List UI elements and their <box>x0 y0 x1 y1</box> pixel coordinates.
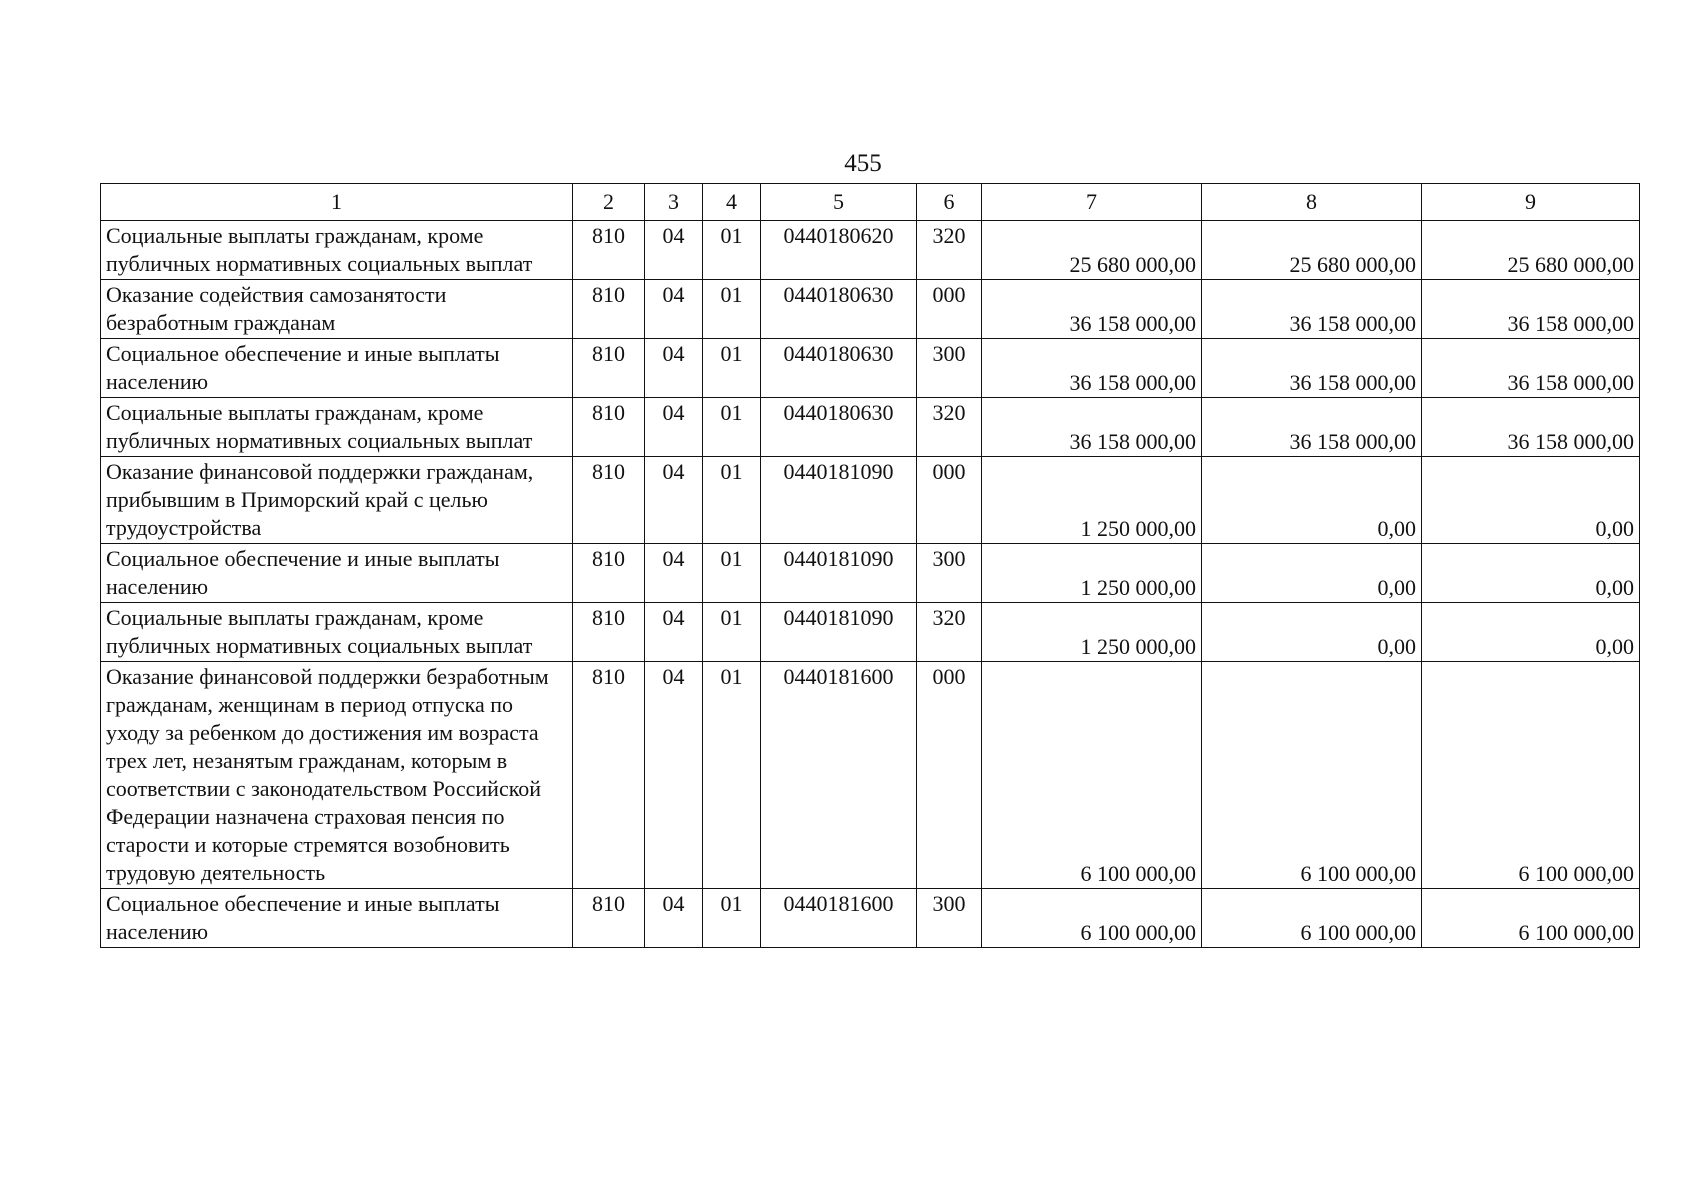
table-row <box>101 221 1640 280</box>
header-col-2: 2 <box>573 184 645 221</box>
row-amount-col-8: 25 680 000,00 <box>1202 221 1422 280</box>
row-name-cell: Социальное обеспечение и иные выплаты населению <box>101 544 573 603</box>
row-expense-type-code: 300 <box>917 339 982 398</box>
row-target-article-code: 0440181090 <box>761 544 917 603</box>
row-target-article-code: 0440181600 <box>761 889 917 948</box>
row-subsection-code: 01 <box>703 339 761 398</box>
table-row <box>101 339 1640 398</box>
row-amount-col-7: 1 250 000,00 <box>982 457 1202 544</box>
budget-table <box>100 183 1640 948</box>
row-amount-col-7: 1 250 000,00 <box>982 603 1202 662</box>
row-ministry-code: 810 <box>573 662 645 889</box>
row-name-cell: Оказание финансовой поддержки гражданам, прибывшим в Приморский край с целью трудоустройства <box>101 457 573 544</box>
row-subsection-code: 01 <box>703 544 761 603</box>
row-target-article-code: 0440180620 <box>761 221 917 280</box>
row-ministry-code: 810 <box>573 221 645 280</box>
row-expense-type-code: 000 <box>917 457 982 544</box>
page-number: 455 <box>844 150 882 177</box>
row-section-code: 04 <box>645 457 703 544</box>
table-row <box>101 457 1640 544</box>
row-ministry-code: 810 <box>573 398 645 457</box>
row-target-article-code: 0440181090 <box>761 457 917 544</box>
table-row <box>101 889 1640 948</box>
header-col-1: 1 <box>101 184 573 221</box>
row-amount-col-7: 36 158 000,00 <box>982 398 1202 457</box>
row-target-article-code: 0440181600 <box>761 662 917 889</box>
row-name-cell: Социальные выплаты гражданам, кроме публичных нормативных социальных выплат <box>101 603 573 662</box>
row-amount-col-8: 0,00 <box>1202 603 1422 662</box>
row-amount-col-9: 6 100 000,00 <box>1422 889 1640 948</box>
row-amount-col-8: 0,00 <box>1202 544 1422 603</box>
row-subsection-code: 01 <box>703 398 761 457</box>
row-amount-col-9: 25 680 000,00 <box>1422 221 1640 280</box>
row-amount-col-8: 6 100 000,00 <box>1202 662 1422 889</box>
header-col-3: 3 <box>645 184 703 221</box>
table-body <box>101 221 1640 948</box>
row-target-article-code: 0440181090 <box>761 603 917 662</box>
row-amount-col-8: 36 158 000,00 <box>1202 339 1422 398</box>
row-section-code: 04 <box>645 339 703 398</box>
header-col-9: 9 <box>1422 184 1640 221</box>
row-section-code: 04 <box>645 889 703 948</box>
row-subsection-code: 01 <box>703 221 761 280</box>
header-col-5: 5 <box>761 184 917 221</box>
row-section-code: 04 <box>645 221 703 280</box>
row-name-cell: Социальное обеспечение и иные выплаты населению <box>101 339 573 398</box>
row-expense-type-code: 000 <box>917 662 982 889</box>
row-subsection-code: 01 <box>703 603 761 662</box>
row-subsection-code: 01 <box>703 662 761 889</box>
header-col-6: 6 <box>917 184 982 221</box>
row-expense-type-code: 000 <box>917 280 982 339</box>
row-target-article-code: 0440180630 <box>761 280 917 339</box>
row-amount-col-9: 0,00 <box>1422 544 1640 603</box>
row-ministry-code: 810 <box>573 280 645 339</box>
table-row <box>101 398 1640 457</box>
row-subsection-code: 01 <box>703 280 761 339</box>
table-row <box>101 544 1640 603</box>
row-section-code: 04 <box>645 544 703 603</box>
table-header <box>101 184 1640 221</box>
row-amount-col-7: 36 158 000,00 <box>982 280 1202 339</box>
row-amount-col-9: 0,00 <box>1422 603 1640 662</box>
table-row <box>101 603 1640 662</box>
row-name-cell: Оказание финансовой поддержки безработным гражданам, женщинам в период отпуска по уходу за ребенком до достижения им возраста трех лет, незанятым гражданам, которым в соответствии с законодательством Российской Федерации назначена страховая пенсия по старости и которые стремятся возобновить трудовую деятельность <box>101 662 573 889</box>
row-amount-col-9: 36 158 000,00 <box>1422 398 1640 457</box>
header-col-8: 8 <box>1202 184 1422 221</box>
row-section-code: 04 <box>645 398 703 457</box>
row-amount-col-7: 36 158 000,00 <box>982 339 1202 398</box>
row-amount-col-9: 6 100 000,00 <box>1422 662 1640 889</box>
row-amount-col-8: 36 158 000,00 <box>1202 280 1422 339</box>
row-expense-type-code: 300 <box>917 544 982 603</box>
row-amount-col-7: 25 680 000,00 <box>982 221 1202 280</box>
row-ministry-code: 810 <box>573 889 645 948</box>
row-section-code: 04 <box>645 280 703 339</box>
row-expense-type-code: 320 <box>917 603 982 662</box>
row-expense-type-code: 320 <box>917 221 982 280</box>
row-section-code: 04 <box>645 662 703 889</box>
table-row <box>101 662 1640 889</box>
header-col-4: 4 <box>703 184 761 221</box>
table-row <box>101 280 1640 339</box>
row-amount-col-9: 36 158 000,00 <box>1422 339 1640 398</box>
row-amount-col-8: 36 158 000,00 <box>1202 398 1422 457</box>
row-amount-col-8: 0,00 <box>1202 457 1422 544</box>
row-ministry-code: 810 <box>573 339 645 398</box>
row-amount-col-8: 6 100 000,00 <box>1202 889 1422 948</box>
row-name-cell: Оказание содействия самозанятости безработным гражданам <box>101 280 573 339</box>
row-subsection-code: 01 <box>703 889 761 948</box>
row-name-cell: Социальные выплаты гражданам, кроме публичных нормативных социальных выплат <box>101 221 573 280</box>
row-ministry-code: 810 <box>573 603 645 662</box>
row-amount-col-7: 6 100 000,00 <box>982 889 1202 948</box>
header-col-7: 7 <box>982 184 1202 221</box>
row-expense-type-code: 300 <box>917 889 982 948</box>
row-name-cell: Социальные выплаты гражданам, кроме публичных нормативных социальных выплат <box>101 398 573 457</box>
row-expense-type-code: 320 <box>917 398 982 457</box>
row-target-article-code: 0440180630 <box>761 339 917 398</box>
row-subsection-code: 01 <box>703 457 761 544</box>
row-amount-col-9: 36 158 000,00 <box>1422 280 1640 339</box>
row-amount-col-7: 6 100 000,00 <box>982 662 1202 889</box>
row-section-code: 04 <box>645 603 703 662</box>
row-amount-col-7: 1 250 000,00 <box>982 544 1202 603</box>
header-row <box>101 184 1640 221</box>
row-ministry-code: 810 <box>573 457 645 544</box>
row-target-article-code: 0440180630 <box>761 398 917 457</box>
row-ministry-code: 810 <box>573 544 645 603</box>
row-amount-col-9: 0,00 <box>1422 457 1640 544</box>
row-name-cell: Социальное обеспечение и иные выплаты населению <box>101 889 573 948</box>
